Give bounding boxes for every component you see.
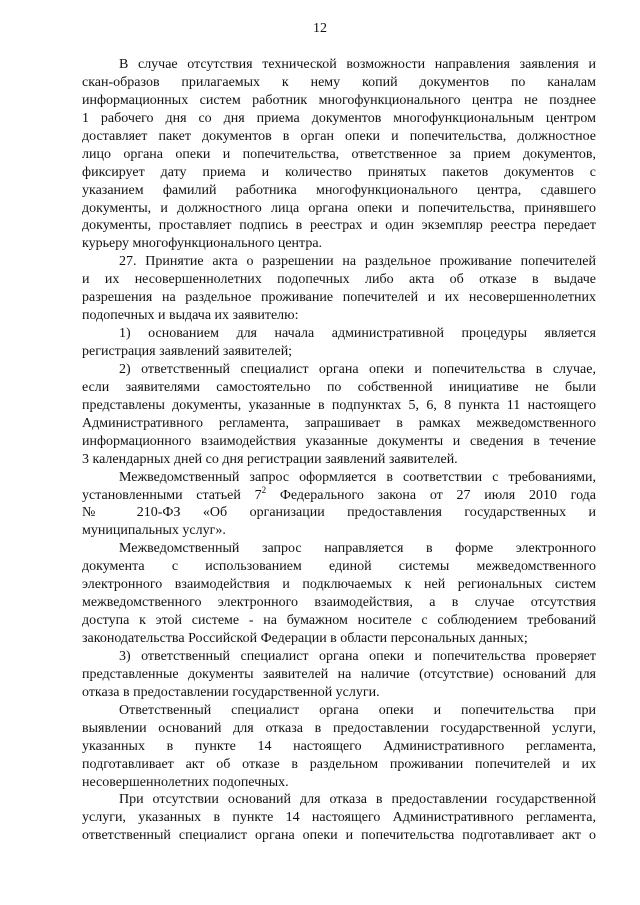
text-line: подопечных и выдача их заявителю:	[82, 308, 299, 324]
text-line: отказа в предоставлении государственной услуги.	[82, 684, 380, 700]
text-line	[82, 484, 596, 505]
text-line: подготавливает акт об отказе в раздельном проживании попечителей и их	[82, 756, 596, 772]
text-line: разрешения на раздельное проживание попечителей и их несовершеннолетних	[82, 290, 596, 306]
text-line: выявлении оснований для отказа в предоставлении государственной услуги,	[82, 720, 596, 736]
text-line: 2) ответственный специалист органа опеки и попечительства в случае,	[119, 361, 596, 377]
text-line: Межведомственный запрос направляется в форме электронного	[119, 541, 596, 557]
page-number: 12	[313, 21, 327, 36]
text-line: электронного взаимодействия и подключаемых к ней региональных систем	[82, 577, 596, 593]
text-line: указанием фамилий работника многофункционального центра, сдавшего	[82, 182, 596, 198]
text-line: Межведомственный запрос оформляется в соответствии с требованиями,	[119, 469, 596, 485]
text-line: фиксирует дату приема и количество принятых пакетов документов с	[82, 164, 596, 180]
text-line: представлены документы, указанные в подпунктах 5, 6, 8 пункта 11 настоящего	[82, 397, 596, 413]
text-line: Ответственный специалист органа опеки и попечительства при	[119, 702, 596, 718]
text-line: представленные документы заявителей на наличие (отсутствие) оснований для	[82, 666, 596, 682]
body-text	[82, 56, 596, 845]
text-line: В случае отсутствия технической возможности направления заявления и	[119, 57, 596, 72]
text-line: услуги, указанных в пункте 14 настоящего Административного регламента,	[82, 810, 596, 826]
text-line: При отсутствии оснований для отказа в предоставлении государственной	[119, 792, 596, 808]
text-line: доставляет пакет документов в орган опеки и попечительства, должностное	[82, 128, 596, 144]
text-line: документы, и должностного лица органа опеки и попечительства, принявшего	[82, 200, 596, 216]
text-line: и их несовершеннолетних подопечных либо акта об отказе в выдаче	[82, 272, 596, 288]
text-line: 3 календарных дней со дня регистрации заявлений заявителей.	[82, 451, 458, 467]
text-line: 1) основанием для начала административной процедуры является	[119, 326, 596, 342]
text-line: ответственный специалист органа опеки и попечительства подготавливает акт о	[82, 828, 596, 844]
text-line: межведомственного электронного взаимодействия, а в случае отсутствия	[82, 595, 596, 611]
text-line: 27. Принятие акта о разрешении на раздельное проживание попечителей	[119, 254, 596, 270]
text-line: доступа к этой системе - на бумажном носителе с соблюдением требований	[82, 613, 596, 629]
text-line-start: установленными статьей 7	[82, 487, 262, 503]
superscript: 2	[261, 484, 267, 495]
text-line: скан-образов прилагаемых к нему копий документов по каналам	[82, 74, 596, 90]
text-line: указанных в пункте 14 настоящего Административного регламента,	[82, 738, 596, 754]
text-line: Административного регламента, запрашивает в рамках межведомственного	[82, 415, 596, 431]
text-line: несовершеннолетних подопечных.	[82, 774, 289, 790]
text-line: 1 рабочего дня со дня приема документов многофункциональным центром	[82, 110, 596, 126]
text-line: документа с использованием единой системы межведомственного	[82, 559, 596, 575]
text-line: регистрация заявлений заявителей;	[82, 344, 293, 359]
text-line: если заявителями самостоятельно по собственной инициативе не были	[82, 379, 596, 395]
text-line: законодательства Российской Федерации в области персональных данных;	[82, 631, 528, 646]
text-line: информационного взаимодействия указанные документы и сведения в течение	[82, 433, 596, 449]
text-line: информационных систем работник многофункционального центра не позднее	[82, 92, 596, 108]
text-line: документы, проставляет подпись в реестрах и один экземпляр реестра передает	[82, 218, 596, 234]
text-line: курьеру многофункционального центра.	[82, 236, 323, 252]
text-line-end: Федерального закона от 27 июля 2010 года	[266, 487, 596, 503]
text-line: лицо органа опеки и попечительства, ответственное за прием документов,	[82, 146, 596, 162]
text-line: муниципальных услуг».	[82, 523, 226, 539]
text-line: № 210-ФЗ «Об организации предоставления государственных и	[82, 505, 596, 521]
text-line: 3) ответственный специалист органа опеки и попечительства проверяет	[119, 648, 596, 664]
